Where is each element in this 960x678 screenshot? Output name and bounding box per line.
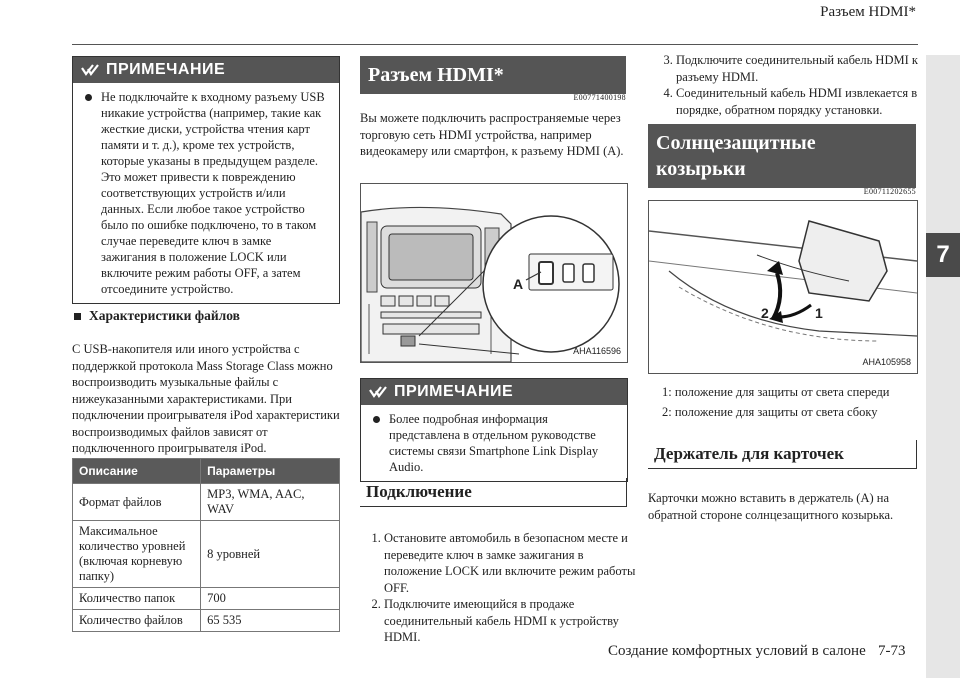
sunvisor-code: E00711202655 [863,187,916,196]
footer-section: Создание комфортных условий в салоне [608,643,866,659]
figure-label-2: 2 [761,305,769,321]
file-specs-intro: С USB-накопителя или иного устройства с поддержкой протокола Mass Storage Class можно воспроизводить музыкальные файлы с нижеуказанными характеристиками. При подключении проигрывателя iPod характеристики воспроизводимых файлов зависят от подключенного проигрывателя iPod. [72,342,340,455]
file-specs-table [72,458,340,632]
note-box-usb [72,56,340,304]
note-check-icon [369,386,387,398]
table-row: Количество файлов 65 535 [73,610,340,632]
square-bullet-icon [74,313,81,320]
sunvisor-heading: Солнцезащитные козырьки [648,124,916,188]
sunvisor-legend [662,384,916,420]
table-row: Максимальное количество уровней (включая корневую папку) 8 уровней [73,521,340,588]
page-number: 7-73 [878,643,906,659]
sunvisor-figure [648,200,918,374]
chapter-tab[interactable]: 7 [926,233,960,277]
connection-steps-cont [660,52,930,118]
list-item: 3. Подключите соединительный кабель HDMI к разъему HDMI. [676,52,930,85]
bullet-icon [85,94,92,101]
figure-label-1: 1 [815,305,823,321]
side-tab-strip [926,55,960,678]
table-header: Описание [73,459,201,484]
sunvisor-illustration [649,201,917,373]
running-header: Разъем HDMI* [820,4,916,20]
card-holder-text: Карточки можно вставить в держатель (А) на обратной стороне солнцезащитного козырька. [648,491,894,522]
legend-item: 2: положение для защиты от света сбоку [662,404,878,419]
connection-heading: Подключение [360,478,627,507]
legend-item: 1: положение для защиты от света спереди [662,385,890,399]
list-item: 1. Остановите автомобиль в безопасном месте и переведите ключ в замке зажигания в положение LOCK или включите режим работы OFF. [384,530,642,596]
hdmi-text: Вы можете подключить распространяемые через торговую сеть HDMI устройства, например видеокамеру или смартфон, к разъему HDMI (A). [360,111,624,158]
table-row: Количество папок 700 [73,588,340,610]
note-text: Не подключайте к входному разъему USB никакие устройства (например, такие как жесткие диски, устройства чтения карт памяти и т. д.), кроме тех устройств, которые указаны в предыдущем разделе. Это может привести к повреждению соответствующих устройств и/или данных. Если любое такое устройство было по ошибке подключено, то в таком случае переведите ключ в замке зажигания в положение LOCK или включите режим работы OFF, а затем отсоедините устройство. [101,90,325,296]
hdmi-code: E00771400198 [573,93,626,102]
header-rule [72,44,918,45]
note-text: Более подробная информация представлена в отдельном руководстве системы связи Smartphone Link Display Audio. [389,412,599,474]
hdmi-heading: Разъем HDMI* [360,56,626,94]
list-item: 4. Соединительный кабель HDMI извлекается в порядке, обратном порядку установки. [676,85,930,118]
dashboard-hdmi-illustration [361,184,627,362]
note-heading: ПРИМЕЧАНИЕ [106,61,226,78]
hdmi-figure [360,183,628,363]
figure-code: AHA116596 [573,346,621,356]
note-check-icon [81,64,99,76]
bullet-icon [373,416,380,423]
note-box-smartphone [360,378,628,482]
list-item: 2. Подключите имеющийся в продаже соединительный кабель HDMI к устройству HDMI. [384,596,642,646]
connection-steps [368,530,642,646]
note-heading: ПРИМЕЧАНИЕ [394,383,514,400]
file-specs-heading: Характеристики файлов [74,308,240,324]
figure-code: AHA105958 [862,357,911,367]
card-holder-heading: Держатель для карточек [648,440,917,469]
table-header: Параметры [201,459,340,484]
figure-label-a: A [513,276,524,292]
table-row: Формат файлов MP3, WMA, AAC, WAV [73,484,340,521]
